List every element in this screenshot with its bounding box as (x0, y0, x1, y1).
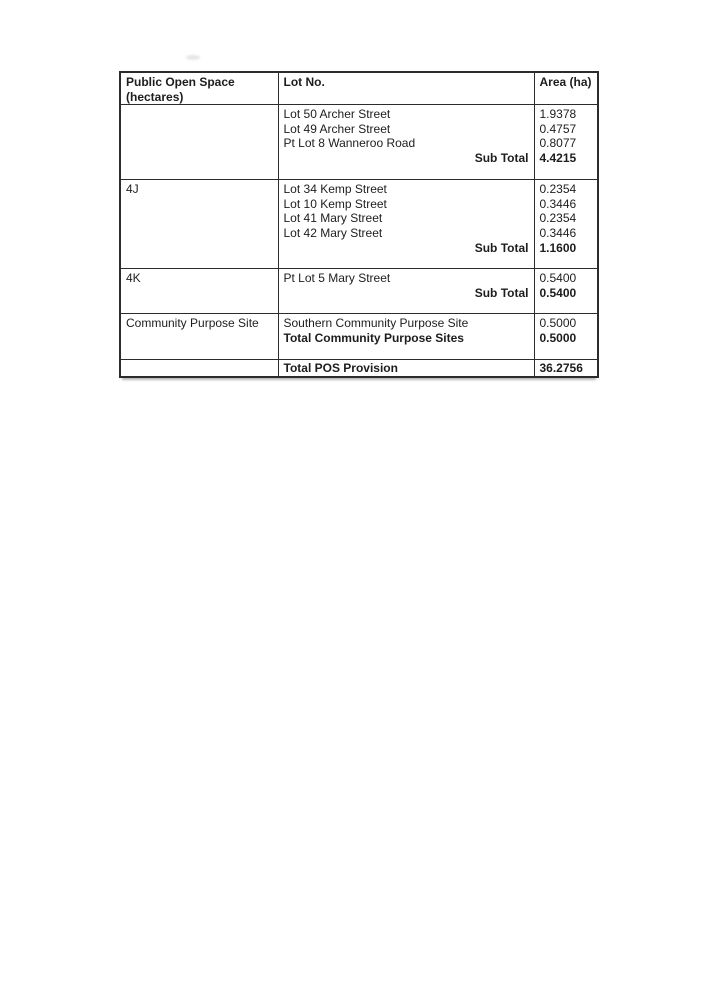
footer-empty-cell (120, 360, 278, 377)
area-list-cell (534, 314, 598, 360)
scan-smudge-artifact (186, 55, 200, 60)
section-total-label: Sub Total (474, 285, 529, 300)
footer-value-cell: 36.2756 (534, 360, 598, 377)
section-row (120, 269, 598, 314)
area-list-cell (534, 180, 598, 269)
section-label-cell (120, 314, 278, 360)
header-label-line2: (hectares) (126, 89, 184, 104)
lot-line: Pt Lot 8 Wanneroo Road (283, 136, 416, 151)
public-open-space-table (119, 71, 599, 378)
lot-line: Lot 10 Kemp Street (283, 196, 387, 211)
section-total-value: 4.4215 (539, 150, 577, 165)
section-row (120, 180, 598, 269)
section-total-label: Total Community Purpose Sites (283, 330, 464, 345)
area-value: 0.3446 (539, 225, 577, 240)
table-body (120, 105, 598, 377)
footer-row (120, 360, 598, 377)
section-label-cell (120, 105, 278, 180)
area-value: 1.9378 (539, 107, 577, 122)
lot-line: Lot 41 Mary Street (283, 211, 383, 226)
header-cell-area (534, 72, 598, 105)
area-value: 0.5000 (539, 316, 577, 331)
header-cell-public-open-space (120, 72, 278, 105)
area-value: 0.2354 (539, 182, 577, 197)
section-total-label: Sub Total (474, 240, 529, 255)
section-label: Community Purpose Site (126, 316, 259, 331)
section-label: 4J (126, 182, 139, 197)
header-label-line1: Public Open Space (126, 75, 235, 89)
lot-list-cell (278, 269, 534, 314)
section-row (120, 105, 598, 180)
lot-list-cell (278, 314, 534, 360)
section-label-cell (120, 180, 278, 269)
lot-list-cell (278, 180, 534, 269)
header-label-lot-no: Lot No. (283, 75, 325, 89)
lot-line: Lot 34 Kemp Street (283, 182, 387, 197)
area-list-cell (534, 105, 598, 180)
lot-line: Lot 49 Archer Street (283, 121, 391, 136)
section-label: 4K (126, 271, 141, 286)
section-total-value: 0.5400 (539, 285, 577, 300)
lot-line: Southern Community Purpose Site (283, 316, 469, 331)
lot-line: Lot 50 Archer Street (283, 107, 391, 122)
section-total-value: 1.1600 (539, 240, 577, 255)
header-row (120, 72, 598, 105)
table-header (120, 72, 598, 105)
section-label-cell (120, 269, 278, 314)
lot-line: Pt Lot 5 Mary Street (283, 271, 391, 286)
section-row (120, 314, 598, 360)
area-value: 0.3446 (539, 196, 577, 211)
header-label-area: Area (ha) (539, 75, 592, 89)
area-value: 0.5400 (539, 271, 577, 286)
footer-label-cell: Total POS Provision (278, 360, 534, 377)
area-list-cell (534, 269, 598, 314)
section-total-value: 0.5000 (539, 330, 577, 345)
area-value: 0.8077 (539, 136, 577, 151)
section-total-label: Sub Total (474, 150, 529, 165)
area-value: 0.4757 (539, 121, 577, 136)
lot-line: Lot 42 Mary Street (283, 225, 383, 240)
area-value: 0.2354 (539, 211, 577, 226)
lot-list-cell (278, 105, 534, 180)
header-cell-lot-no (278, 72, 534, 105)
